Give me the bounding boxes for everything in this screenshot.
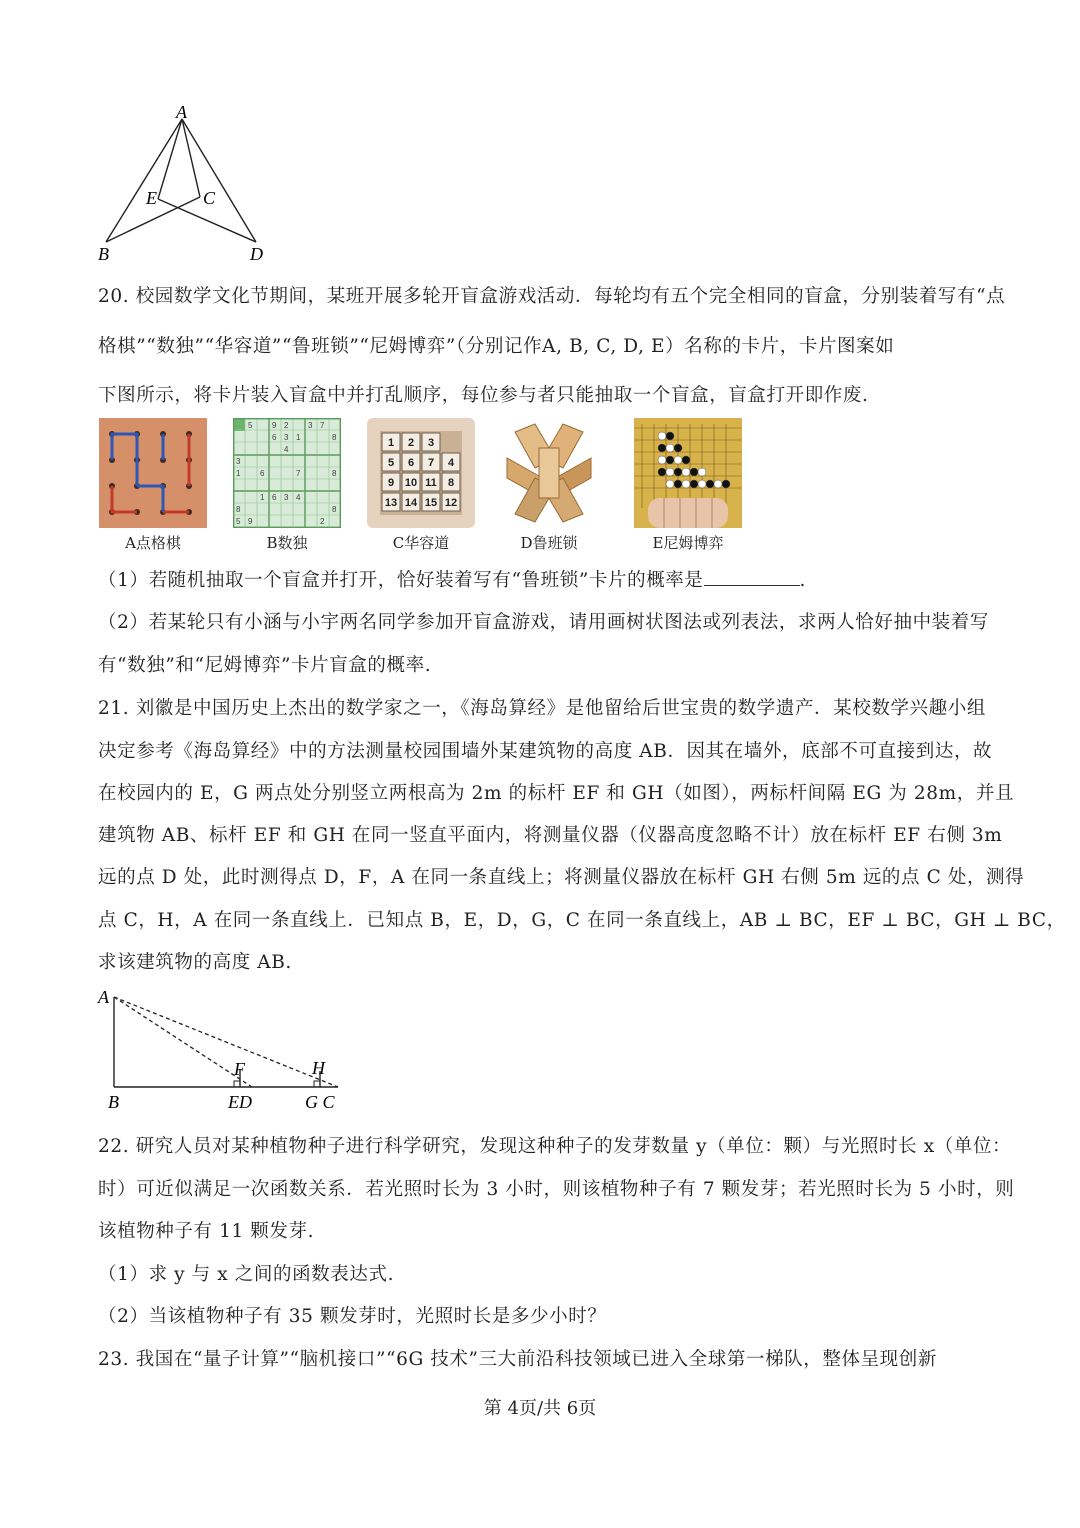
q23-text-1: 23. 我国在“量子计算”“脑机接口”“6G 技术”三大前沿科技领域已进入全球第一梯队，整体呈现创新 [98, 1349, 937, 1370]
card-d-caption: D鲁班锁 [520, 534, 578, 552]
sudoku-digit: 1 [260, 493, 265, 502]
sudoku-digit: 5 [236, 517, 241, 526]
q20-sub1-text: （1）若随机抽取一个盲盒并打开，恰好装着写有“鲁班锁”卡片的概率是 [98, 570, 704, 591]
page-footer: 第 4页/共 6页 [483, 1398, 597, 1419]
label-GC: G C [305, 1092, 335, 1112]
klotski-tile: 15 [424, 497, 438, 509]
klotski-tile: 14 [404, 497, 418, 509]
sudoku-digit: 2 [320, 517, 325, 526]
q21-text-1: 21. 刘徽是中国历史上杰出的数学家之一，《海岛算经》是他留给后世宝贵的数学遗产．某校数学兴趣小组 [98, 698, 986, 719]
answer-blank[interactable] [704, 569, 800, 586]
sudoku-digit: 8 [332, 469, 337, 478]
label-F: F [234, 1059, 245, 1079]
klotski-tile: 7 [427, 457, 435, 469]
sudoku-digit: 7 [320, 421, 325, 430]
label-B: B [98, 244, 109, 264]
label-E: E [146, 188, 157, 208]
sudoku-digit: 8 [332, 505, 337, 514]
card-e-caption: E尼姆博弈 [652, 534, 724, 552]
sudoku-digit: 4 [296, 493, 301, 502]
sudoku-digit: 6 [272, 433, 277, 442]
klotski-tile: 2 [407, 437, 415, 449]
sudoku-digit: 3 [308, 421, 313, 430]
sudoku-digit: 6 [260, 469, 265, 478]
klotski-tile: 4 [447, 457, 455, 469]
q22-text-1: 22. 研究人员对某种植物种子进行科学研究，发现这种种子的发芽数量 y（单位：颗）与光照时长 x（单位： [98, 1136, 1012, 1157]
measurement-figure [92, 985, 362, 1115]
sudoku-digit: 9 [248, 517, 253, 526]
label-A: A [176, 105, 187, 122]
q21-text-4: 建筑物 AB、标杆 EF 和 GH 在同一竖直平面内，将测量仪器（仪器高度忽略不计）放在标杆 EF 右侧 3m [98, 825, 1003, 846]
label-ED: ED [228, 1092, 252, 1112]
q22-sub1: （1）求 y 与 x 之间的函数表达式. [98, 1264, 395, 1285]
q22-sub2: （2）当该植物种子有 35 颗发芽时，光照时长是多少小时？ [98, 1306, 607, 1327]
label-H: H [312, 1058, 325, 1078]
card-b-image [233, 418, 341, 528]
sudoku-digit: 1 [296, 433, 301, 442]
triangle-figure [90, 105, 280, 265]
label-B: B [108, 1092, 119, 1112]
klotski-tile: 6 [407, 457, 415, 469]
sudoku-digit: 4 [284, 445, 289, 454]
q22-text-3: 该植物种子有 11 颗发芽. [98, 1221, 315, 1242]
q20-sub1-period: . [799, 570, 806, 591]
klotski-tile: 9 [387, 477, 395, 489]
card-e-image [634, 418, 742, 528]
sudoku-digit: 5 [248, 421, 253, 430]
q22-text-2: 时）可近似满足一次函数关系．若光照时长为 3 小时，则该植物种子有 7 颗发芽；若光照时长为 5 小时，则 [98, 1179, 1015, 1200]
q21-text-7: 求该建筑物的高度 AB. [98, 952, 292, 973]
q21-text-3: 在校园内的 E，G 两点处分别竖立两根高为 2m 的标杆 EF 和 GH（如图），两标杆间隔 EG 为 28m，并且 [98, 783, 1015, 804]
klotski-tile: 8 [447, 477, 455, 489]
klotski-tile: 11 [425, 477, 437, 489]
klotski-tile: 10 [404, 477, 418, 489]
sudoku-digit: 1 [236, 469, 241, 478]
sudoku-digit: 3 [284, 493, 289, 502]
q20-text-3: 下图所示，将卡片装入盲盒中并打乱顺序，每位参与者只能抽取一个盲盒，盲盒打开即作废. [98, 385, 869, 406]
sudoku-digit: 6 [272, 493, 277, 502]
q20-sub1 [98, 566, 806, 592]
sudoku-digit: 3 [236, 457, 241, 466]
sudoku-digit: 8 [332, 433, 337, 442]
card-b-caption: B数独 [266, 534, 308, 552]
card-d-image [495, 418, 603, 528]
klotski-tile: 3 [427, 437, 435, 449]
q20-sub2-line2: 有“数独”和“尼姆博弈”卡片盲盒的概率. [98, 655, 432, 676]
card-a-image [99, 418, 207, 528]
card-a-caption: A点格棋 [125, 534, 181, 552]
q21-text-6: 点 C，H，A 在同一条直线上．已知点 B，E，D，G，C 在同一条直线上，AB ⊥ BC，EF ⊥ BC，GH ⊥ BC， [98, 910, 1066, 931]
card-c-caption: C华容道 [392, 534, 450, 552]
sudoku-digit: 9 [272, 421, 277, 430]
label-D: D [250, 244, 263, 264]
q20-text-1: 20. 校园数学文化节期间，某班开展多轮开盲盒游戏活动．每轮均有五个完全相同的盲盒，分别装着写有“点 [98, 286, 1006, 307]
sudoku-digit: 2 [284, 421, 289, 430]
klotski-tile: 1 [387, 437, 395, 449]
q21-text-5: 远的点 D 处，此时测得点 D，F，A 在同一条直线上；将测量仪器放在标杆 GH 右侧 5m 远的点 C 处，测得 [98, 867, 1025, 888]
klotski-tile: 12 [444, 497, 458, 509]
sudoku-digit: 3 [284, 433, 289, 442]
sudoku-digit: 7 [296, 469, 301, 478]
card-c-image [367, 418, 475, 528]
klotski-tile: 13 [384, 497, 398, 509]
klotski-tile: 5 [387, 457, 395, 469]
q20-sub2-line1: （2）若某轮只有小涵与小宇两名同学参加开盲盒游戏，请用画树状图法或列表法，求两人恰好抽中装着写 [98, 612, 989, 633]
label-A: A [98, 987, 109, 1007]
label-C: C [203, 188, 216, 208]
sudoku-digit: 8 [236, 505, 241, 514]
q21-text-2: 决定参考《海岛算经》中的方法测量校园围墙外某建筑物的高度 AB．因其在墙外，底部不可直接到达，故 [98, 741, 993, 762]
q20-text-2: 格棋”“数独”“华容道”“鲁班锁”“尼姆博弈”（分别记作A, B, C, D, E）名称的卡片，卡片图案如 [98, 336, 895, 357]
